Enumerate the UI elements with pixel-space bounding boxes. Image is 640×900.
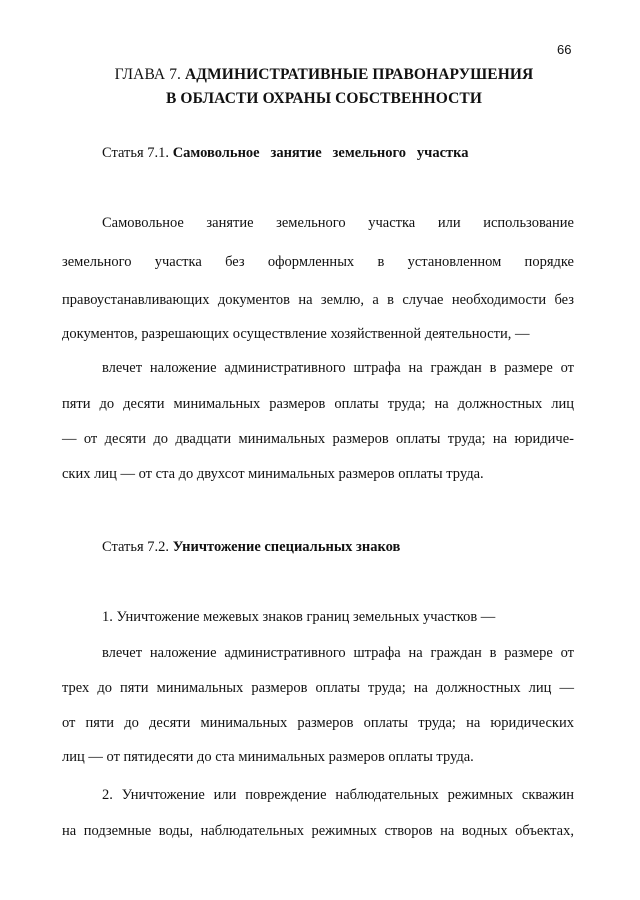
article-7-1-line: земельного участка без оформленных в установленном порядке	[62, 254, 574, 270]
article-7-1-line: документов, разрешающих осуществление хозяйственной деятельности, —	[62, 326, 530, 342]
article-7-1-line: ских лиц — от ста до двухсот минимальных размеров оплаты труда.	[62, 466, 484, 482]
article-7-2-line: влечет наложение административного штрафа на граждан в размере от	[102, 645, 574, 661]
article-7-1-title: Самовольное занятие земельного участка	[172, 145, 469, 161]
article-7-1-line: Самовольное занятие земельного участка или использование	[102, 215, 574, 231]
article-7-2-heading	[102, 539, 400, 556]
article-7-1-line: — от десяти до двадцати минимальных размеров оплаты труда; на юридиче-	[62, 431, 574, 447]
article-7-1-line: пяти до десяти минимальных размеров оплаты труда; на должностных лиц	[62, 396, 574, 412]
article-7-2-line: 2. Уничтожение или повреждение наблюдательных режимных скважин	[102, 787, 574, 803]
article-7-1-line: правоустанавливающих документов на землю, а в случае необходимости без	[62, 292, 574, 308]
article-7-2-line: трех до пяти минимальных размеров оплаты труда; на должностных лиц —	[62, 680, 574, 696]
article-7-1-line: влечет наложение административного штрафа на граждан в размере от	[102, 360, 574, 376]
article-7-2-line: от пяти до десяти минимальных размеров оплаты труда; на юридических	[62, 715, 574, 731]
article-7-2-line: 1. Уничтожение межевых знаков границ земельных участков —	[102, 609, 496, 625]
chapter-label: ГЛАВА 7.	[114, 66, 182, 83]
article-7-2-label: Статья 7.2.	[102, 539, 170, 555]
chapter-title-line2: В ОБЛАСТИ ОХРАНЫ СОБСТВЕННОСТИ	[166, 90, 482, 107]
article-7-2-line: на подземные воды, наблюдательных режимных створов на водных объектах,	[62, 823, 574, 839]
chapter-title-text: АДМИНИСТРАТИВНЫЕ ПРАВОНАРУШЕНИЯ	[185, 66, 534, 83]
article-7-1-label: Статья 7.1.	[102, 145, 170, 161]
article-7-1-heading	[102, 145, 469, 162]
article-7-2-title: Уничтожение специальных знаков	[172, 539, 401, 555]
chapter-title-line1	[4, 66, 640, 84]
page-number: 66	[557, 42, 572, 57]
article-7-2-line: лиц — от пятидесяти до ста минимальных размеров оплаты труда.	[62, 749, 474, 765]
